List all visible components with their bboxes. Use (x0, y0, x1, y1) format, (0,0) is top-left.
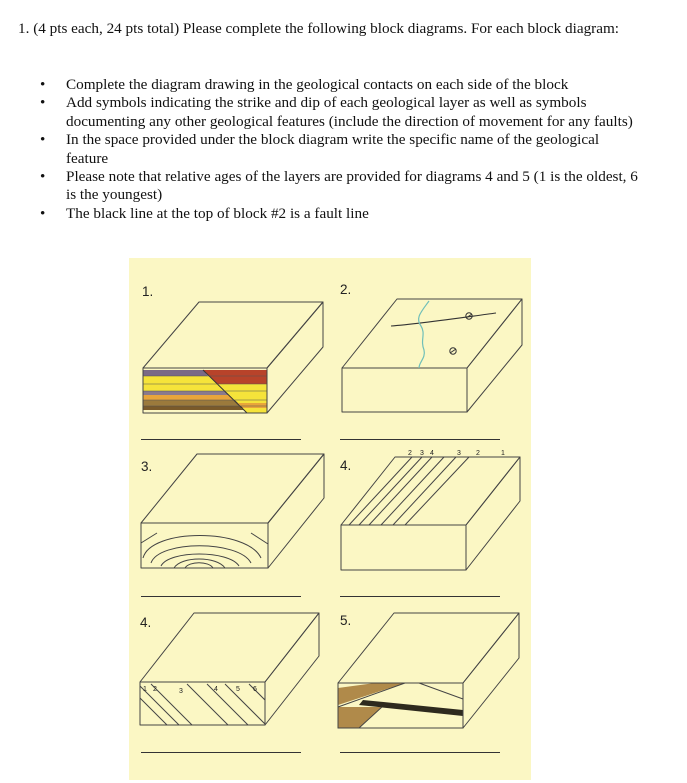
layer-age-label: 2 (153, 686, 157, 693)
diagram-number: 2. (340, 282, 352, 297)
layer-purple (143, 370, 208, 376)
instruction-item: • Complete the diagram drawing in the geological contacts on each side of the block (40, 76, 640, 94)
layer-age-label: 1 (501, 450, 505, 457)
block-diagrams-drawing (129, 258, 531, 780)
layer-yellow-1 (143, 376, 217, 384)
answer-line-1[interactable] (141, 439, 301, 440)
block-1 (143, 302, 323, 413)
layer-age-label: 1 (143, 686, 147, 693)
answer-line-4[interactable] (340, 596, 500, 597)
fold-arc (185, 563, 213, 568)
block-diagrams-figure (129, 258, 531, 780)
block-4-top (341, 457, 520, 570)
instruction-list (40, 76, 640, 223)
block-3 (141, 454, 324, 568)
diagram-number: 5. (340, 613, 352, 628)
layer-age-label: 2 (476, 450, 480, 457)
fault-line (391, 313, 496, 326)
answer-line-6[interactable] (340, 752, 500, 753)
diagram-number: 3. (141, 459, 153, 474)
answer-line-2[interactable] (340, 439, 500, 440)
layer-age-label: 2 (408, 450, 412, 457)
question-intro: 1. (4 pts each, 24 pts total) Please complete the following block diagrams. For each block diagram: (18, 20, 620, 37)
layer-brown-lower (338, 707, 382, 728)
layer-age-label: 4 (214, 686, 218, 693)
layer-brown-2 (143, 406, 245, 410)
layer-age-label: 5 (236, 686, 240, 693)
fold-arc (143, 536, 261, 559)
layer-purple-2 (143, 391, 230, 395)
block-4-bottom (140, 613, 319, 725)
layer-yellow-2 (143, 384, 267, 391)
instruction-item: • Add symbols indicating the strike and dip of each geological layer as well as symbols documenting any other geological features (include the direction of movement for any faults) (40, 94, 640, 131)
fold-arc (161, 554, 239, 566)
block-5 (338, 613, 519, 728)
answer-line-5[interactable] (141, 752, 301, 753)
fold-arc (174, 559, 225, 568)
block-2 (342, 299, 522, 412)
instruction-item: • In the space provided under the block diagram write the specific name of the geological feature (40, 131, 640, 168)
diagram-number: 4. (340, 458, 352, 473)
layer-age-label: 4 (430, 450, 434, 457)
layer-brown (143, 400, 241, 406)
instruction-item: • Please note that relative ages of the layers are provided for diagrams 4 and 5 (1 is the oldest, 6 is the youngest) (40, 168, 640, 205)
layer-age-label: 3 (457, 450, 461, 457)
layer-age-label: 6 (253, 686, 257, 693)
contact-line (419, 301, 429, 368)
layer-age-label: 3 (179, 688, 183, 695)
layer-age-label: 3 (420, 450, 424, 457)
diagram-number: 4. (140, 615, 152, 630)
layer-orange (143, 395, 235, 400)
instruction-item: • The black line at the top of block #2 is a fault line (40, 205, 640, 223)
diagram-number: 1. (142, 284, 154, 299)
answer-line-3[interactable] (141, 596, 301, 597)
